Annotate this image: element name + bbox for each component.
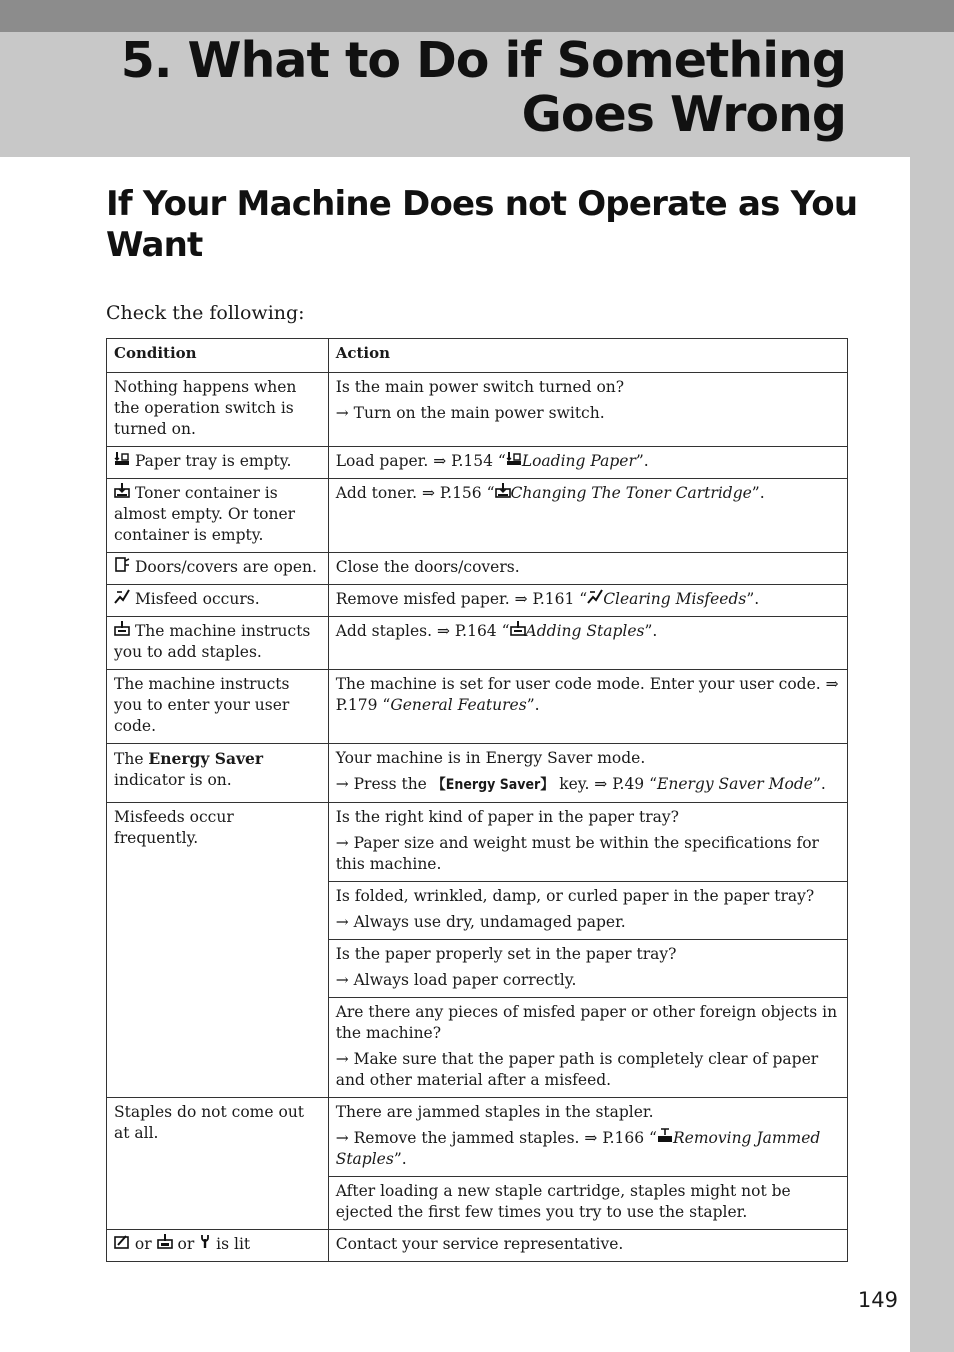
door-open-icon — [114, 558, 130, 576]
action-text-end: ”. — [746, 590, 760, 608]
reference-link[interactable]: Energy Saver Mode — [657, 775, 813, 793]
condition-cell: Nothing happens when the operation switch is turned on. — [107, 373, 329, 447]
action-text-end: ”. — [526, 696, 540, 714]
or-text: or — [172, 1235, 200, 1253]
action-text-end: ”. — [751, 484, 765, 502]
or-text: or — [130, 1235, 157, 1253]
chapter-title — [121, 34, 846, 142]
action-statement: Your machine is in Energy Saver mode. — [335, 749, 646, 767]
reference-link[interactable]: Adding Staples — [525, 622, 645, 640]
action-instruction — [336, 774, 841, 796]
table-row — [107, 585, 848, 617]
condition-text: The — [114, 750, 149, 768]
action-cell — [328, 670, 847, 744]
table-row — [107, 670, 848, 744]
action-text: The machine is set for user code mode. Enter your user code. ⇒ P.179 “ — [335, 675, 839, 714]
troubleshooting-table — [106, 338, 848, 1262]
table-row — [107, 1098, 848, 1177]
action-cell — [328, 882, 847, 940]
intro-text: Check the following: — [106, 302, 305, 324]
action-cell — [328, 479, 847, 553]
action-instruction — [336, 1128, 841, 1170]
header-action: Action — [328, 339, 847, 373]
table-row — [107, 373, 848, 447]
staple-icon — [510, 622, 526, 640]
action-text: Add staples. ⇒ P.164 “ — [335, 622, 510, 640]
reference-link[interactable]: Clearing Misfeeds — [603, 590, 747, 608]
condition-cell — [107, 553, 329, 585]
chapter-title-line2: Goes Wrong — [521, 86, 846, 143]
condition-text: Paper tray is empty. — [134, 452, 292, 470]
action-text: → Press the — [335, 775, 432, 793]
toner-icon — [495, 484, 511, 502]
reference-link[interactable]: Changing The Toner Cartridge — [510, 484, 752, 502]
action-text: Remove misfed paper. ⇒ P.161 “ — [335, 590, 588, 608]
table-row — [107, 744, 848, 803]
action-question: Is the paper properly set in the paper tray? — [335, 945, 677, 963]
energy-saver-key: 【Energy Saver】 — [431, 777, 555, 793]
table-row — [107, 803, 848, 882]
table-row — [107, 617, 848, 670]
reference-link[interactable]: Removing Jammed Staples — [335, 1129, 821, 1168]
action-question: Are there any pieces of misfed paper or other foreign objects in the machine? — [335, 1003, 838, 1042]
table-row — [107, 479, 848, 553]
reference-link[interactable]: Loading Paper — [521, 452, 636, 470]
action-instruction: → Always load paper correctly. — [335, 971, 577, 989]
header-condition: Condition — [107, 339, 329, 373]
staple-icon — [114, 622, 130, 640]
condition-text-end: indicator is on. — [114, 771, 232, 789]
action-question: Is the main power switch turned on? — [335, 378, 625, 396]
action-cell: Contact your service representative. — [328, 1230, 847, 1262]
action-cell — [328, 998, 847, 1098]
action-text-end: ”. — [635, 452, 649, 470]
condition-text: Misfeed occurs. — [134, 590, 260, 608]
action-text-end: ”. — [644, 622, 658, 640]
wrench-icon — [199, 1235, 211, 1253]
condition-text: Doors/covers are open. — [134, 558, 317, 576]
service-call-icon — [114, 1235, 130, 1253]
reference-link[interactable]: General Features — [390, 696, 527, 714]
action-cell — [328, 803, 847, 882]
table-row — [107, 447, 848, 479]
action-text-end: ”. — [393, 1150, 407, 1168]
action-cell — [328, 617, 847, 670]
condition-cell — [107, 617, 329, 670]
action-cell — [328, 744, 847, 803]
condition-cell: The machine instructs you to enter your user code. — [107, 670, 329, 744]
section-title: If Your Machine Does not Operate as You Want — [106, 184, 858, 265]
action-text-mid: key. ⇒ P.49 “ — [554, 775, 658, 793]
page-number: 149 — [857, 1288, 898, 1312]
action-instruction: → Always use dry, undamaged paper. — [335, 913, 626, 931]
action-statement: There are jammed staples in the stapler. — [335, 1103, 654, 1121]
energy-saver-label: Energy Saver — [148, 749, 264, 768]
condition-cell — [107, 447, 329, 479]
table-row — [107, 1230, 848, 1262]
action-instruction: → Make sure that the paper path is completely clear of paper and other material after a misfeed. — [335, 1050, 819, 1089]
condition-cell — [107, 744, 329, 803]
condition-cell: Misfeeds occur frequently. — [107, 803, 329, 1098]
is-lit-text: is lit — [211, 1235, 251, 1253]
right-margin-tab — [910, 32, 954, 1352]
toner-icon — [114, 484, 130, 502]
action-cell — [328, 585, 847, 617]
condition-text: The machine instructs you to add staples. — [114, 622, 311, 661]
action-cell — [328, 447, 847, 479]
condition-cell — [107, 479, 329, 553]
jammed-staple-icon — [657, 1129, 673, 1147]
action-text: Add toner. ⇒ P.156 “ — [335, 484, 495, 502]
action-instruction: → Paper size and weight must be within the specifications for this machine. — [335, 834, 819, 873]
paper-tray-icon — [506, 452, 522, 470]
action-cell — [328, 373, 847, 447]
condition-text: Toner container is almost empty. Or toner container is empty. — [114, 484, 296, 544]
misfeed-icon — [114, 590, 130, 608]
action-cell — [328, 940, 847, 998]
misfeed-icon — [587, 590, 603, 608]
action-text-end: ”. — [812, 775, 826, 793]
chapter-title-line1: 5. What to Do if Something — [120, 32, 846, 89]
action-cell: Close the doors/covers. — [328, 553, 847, 585]
action-text: → Remove the jammed staples. ⇒ P.166 “ — [335, 1129, 657, 1147]
action-text: Load paper. ⇒ P.154 “ — [335, 452, 506, 470]
condition-cell — [107, 585, 329, 617]
table-row — [107, 553, 848, 585]
action-cell — [328, 1098, 847, 1177]
action-instruction: → Turn on the main power switch. — [335, 404, 605, 422]
paper-tray-icon — [114, 452, 130, 470]
action-question: Is folded, wrinkled, damp, or curled paper in the paper tray? — [335, 887, 815, 905]
waste-toner-icon — [157, 1235, 173, 1253]
action-question: Is the right kind of paper in the paper tray? — [335, 808, 679, 826]
top-gray-bar — [0, 0, 954, 32]
action-cell: After loading a new staple cartridge, staples might not be ejected the first few times you try to use the stapler. — [328, 1177, 847, 1230]
condition-cell: Staples do not come out at all. — [107, 1098, 329, 1230]
table-header-row — [107, 339, 848, 373]
condition-cell — [107, 1230, 329, 1262]
